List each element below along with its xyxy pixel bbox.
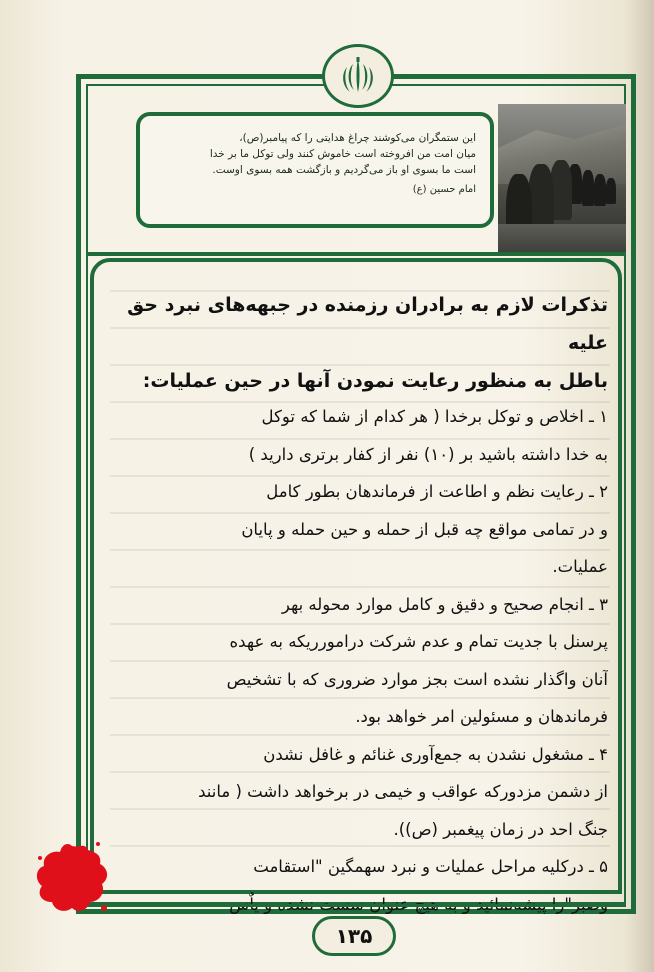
instruction-list bbox=[108, 398, 608, 923]
body-line: عملیات. bbox=[552, 557, 608, 576]
body-line: پرسنل با جدیت تمام و عدم شرکت درامورریکه به عهده bbox=[229, 632, 608, 651]
body-line: ۴ ـ مشغول نشدن به جمع‌آوری غنائم و غافل نشدن bbox=[263, 744, 608, 764]
page-number: ۱۳۵ bbox=[335, 924, 373, 948]
body-line: و در تمامی مواقع چه قبل از حمله و حین حمله و پایان bbox=[241, 519, 608, 539]
quote-author: امام حسین (ع) bbox=[412, 184, 476, 195]
body-line: ۲ ـ رعایت نظم و اطاعت از فرماندهان بطور کامل bbox=[266, 482, 608, 501]
body-line: ۵ ـ درکلیه مراحل عملیات و نبرد سهمگین "استقامت bbox=[253, 857, 608, 876]
body-line: به خدا داشته باشید بر (۱۰) نفر از کفار برتری دارید ) bbox=[248, 444, 608, 464]
hadith-quote-box bbox=[136, 112, 494, 228]
body-line: آنان واگذار نشده است بجز موارد ضروری که با تشخیص bbox=[226, 669, 608, 689]
body-line: جنگ احد در زمان پیغمبر (ص)). bbox=[393, 819, 608, 839]
heading-line: تذکرات لازم به برادران رزمنده در جبهه‌های نبرد حق علیه bbox=[127, 294, 608, 354]
body-line: ۳ ـ انجام صحیح و دقیق و کامل موارد محوله بهر bbox=[281, 594, 608, 614]
heading-line: باطل به منظور رعایت نمودن آنها در حین عملیات: bbox=[142, 370, 608, 392]
page-number-badge bbox=[312, 916, 396, 956]
footer-rule bbox=[86, 904, 626, 907]
soldiers-marching-photo bbox=[498, 104, 626, 256]
header-separator bbox=[86, 252, 626, 256]
quote-line: این ستمگران می‌کوشند چراغ هدایتی را که پیامبر(ص)، bbox=[239, 132, 476, 144]
body-line: ۱ ـ اخلاص و توکل برخدا ( هر کدام از شما که توکل bbox=[261, 407, 608, 426]
quote-line: میان امت من افروخته است خاموش کنند ولی توکل ما بر خدا bbox=[209, 148, 476, 160]
quote-line: است ما بسوی او باز می‌گردیم و بازگشت همه بسوی اوست. bbox=[212, 164, 476, 176]
body-line: فرماندهان و مسئولین امر خواهد بود. bbox=[355, 707, 608, 726]
page-heading bbox=[110, 286, 608, 400]
body-line: از دشمن مزدورکه عواقب و خیمی در برخواهد داشت ( مانند bbox=[198, 782, 608, 801]
red-ink-blot bbox=[32, 838, 112, 918]
